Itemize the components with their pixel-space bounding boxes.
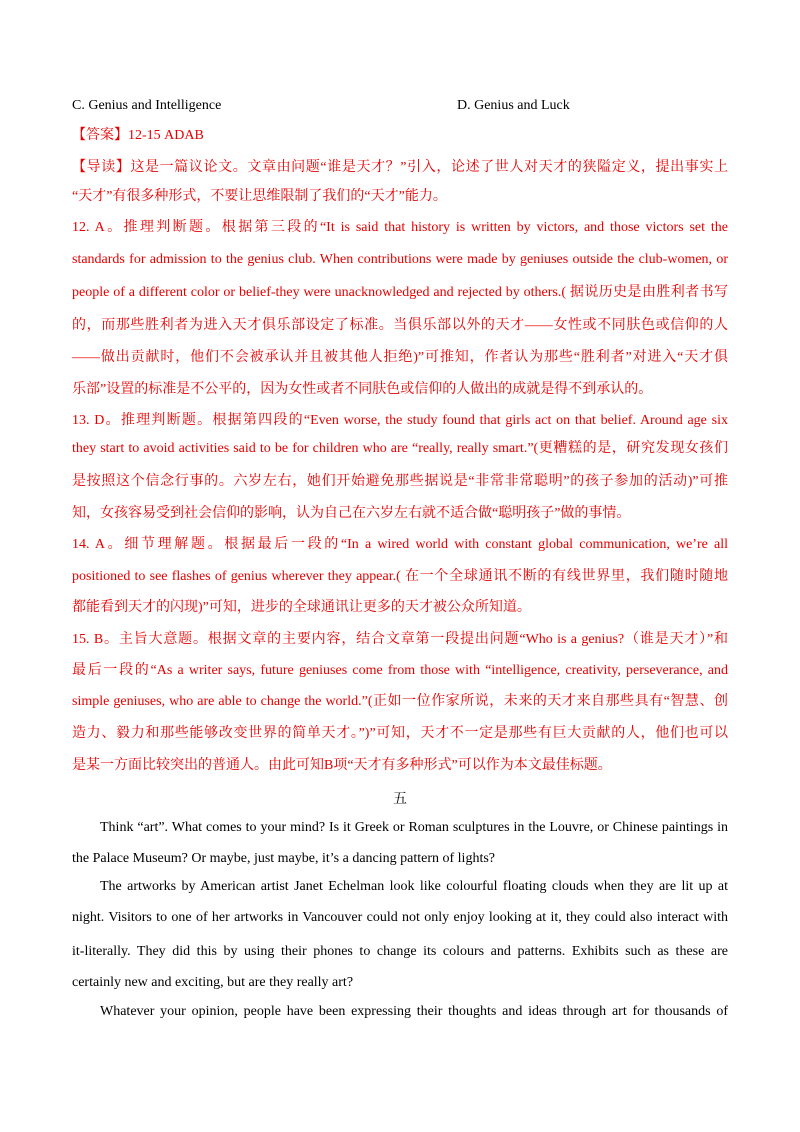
q15-line: 造力、毅力和那些能够改变世界的简单天才。”)”可知，天才不一定是那些有巨大贡献的人，他们也可以 <box>72 726 728 741</box>
q14-line: positioned to see flashes of genius wherever they appear.( 在一个全球通讯不断的有线世界里，我们随时随地 <box>72 569 728 584</box>
q12-line: standards for admission to the genius club. When contributions were made by geniuses outside the club-women, or <box>72 252 728 267</box>
q13-line: 知，女孩容易受到社会信仰的影响，认为自己在六岁左右就不适合做“聪明孩子”做的事情。 <box>72 506 631 521</box>
q15-line: 最后一段的“As a writer says, future geniuses come from those with “intelligence, creativity, perseverance, and <box>72 663 728 678</box>
q12-line: 12. A。推理判断题。根据第三段的“It is said that history is written by victors, and those victors set the <box>72 220 728 235</box>
q15-line: 15. B。主旨大意题。根据文章的主要内容，结合文章第一段提出问题“Who is a genius?（谁是天才）”和 <box>72 632 728 647</box>
passage-line: certainly new and exciting, but are they really art? <box>72 975 354 990</box>
passage-line: the Palace Museum? Or maybe, just maybe, it’s a dancing pattern of lights? <box>72 851 495 866</box>
passage-line: Whatever your opinion, people have been expressing their thoughts and ideas through art for thousands of <box>100 1004 728 1019</box>
q14-line: 都能看到天才的闪现)”可知，进步的全球通讯让更多的天才被公众所知道。 <box>72 600 531 615</box>
q12-line: ——做出贡献时，他们不会被承认并且被其他人拒绝)”可推知，作者认为那些“胜利者”对进入“天才俱 <box>72 350 728 365</box>
options-row <box>72 96 728 116</box>
guide-line: 【导读】这是一篇议论文。文章由问题“谁是天才？”引入，论述了世人对天才的狭隘定义，提出事实上 <box>72 160 728 175</box>
answer-key: 【答案】12-15 ADAB <box>72 128 204 143</box>
option-d: D. Genius and Luck <box>457 98 570 113</box>
passage-line: The artworks by American artist Janet Echelman look like colourful floating clouds when they are lit up at <box>100 879 728 894</box>
passage-line: Think “art”. What comes to your mind? Is it Greek or Roman sculptures in the Louvre, or Chinese paintings in <box>100 820 728 835</box>
q12-line: people of a different color or belief-they were unacknowledged and rejected by others.( 据说历史是由胜利者书写 <box>72 285 728 300</box>
q12-line: 乐部”设置的标准是不公平的，因为女性或者不同肤色或信仰的人做出的成就是得不到承认的。 <box>72 382 653 397</box>
q15-line: simple geniuses, who are able to change the world.”(正如一位作家所说，未来的天才来自那些具有“智慧、创 <box>72 694 728 709</box>
q15-line: 是某一方面比较突出的普通人。由此可知B项“天才有多种形式”可以作为本文最佳标题。 <box>72 758 612 773</box>
passage-line: night. Visitors to one of her artworks in Vancouver could not only enjoy looking at it, they could also interact with <box>72 910 728 925</box>
section-title: 五 <box>393 792 407 807</box>
q13-line: 13. D。推理判断题。根据第四段的“Even worse, the study found that girls act on that belief. Around age six <box>72 413 728 428</box>
q13-line: 是按照这个信念行事的。六岁左右，她们开始避免那些据说是“非常非常聪明”的孩子参加的活动)”可推 <box>72 474 728 489</box>
option-c: C. Genius and Intelligence <box>72 98 222 113</box>
q13-line: they start to avoid activities said to be for children who are “really, really smart.”(更糟糕的是，研究发现女孩们 <box>72 441 728 456</box>
q12-line: 的，而那些胜利者为进入天才俱乐部设定了标准。当俱乐部以外的天才——女性或不同肤色或信仰的人 <box>72 318 728 333</box>
passage-line: it-literally. They did this by using their phones to change its colours and patterns. Exhibits such as these are <box>72 944 728 959</box>
q14-line: 14. A。细节理解题。根据最后一段的“In a wired world with constant global communication, we’re all <box>72 537 728 552</box>
guide-line: “天才”有很多种形式，不要让思维限制了我们的“天才”能力。 <box>72 189 447 204</box>
